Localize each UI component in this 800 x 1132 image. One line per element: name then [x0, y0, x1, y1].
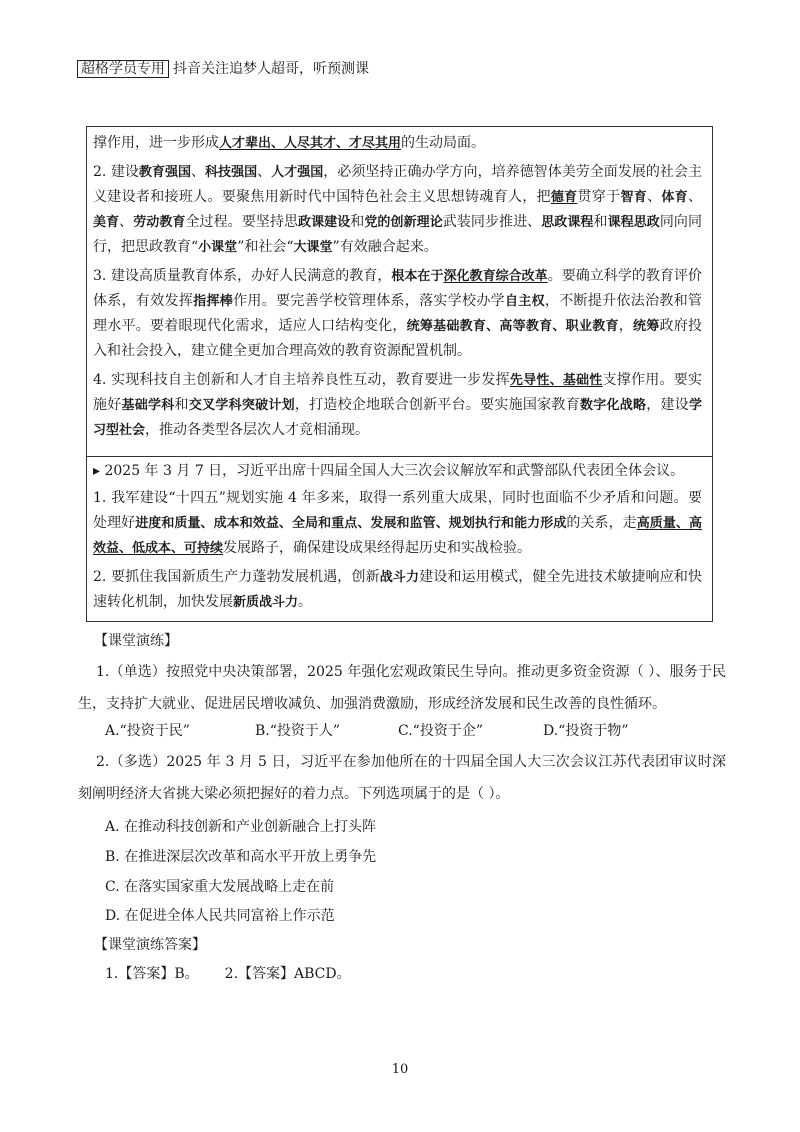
- q2-option-c: C. 在落实国家重大发展战略上走在前: [105, 879, 335, 895]
- answers-title: 【课堂演练答案】: [94, 937, 206, 953]
- answer-1: 1.【答案】B。: [105, 966, 199, 982]
- page-number: 10: [391, 1062, 409, 1077]
- answer-2: 2.【答案】ABCD。: [224, 966, 351, 982]
- answers-line: [105, 963, 351, 983]
- content-box-education: [86, 126, 713, 457]
- question-1: 1.（单选）按照党中央决策部署，2025 年强化宏观政策民生导向。推动更多资金资源（ ）、服务于民生，支持扩大就业、促进居民增收减负、加强消费激励，形成经济发展和民生改善的良性循环。: [78, 664, 726, 712]
- paragraph-3: 4. 实现科技自主创新和人才自主培养良性互动，教育要进一步发挥先导性、基础性支撑作用。要实施好基础学科和交叉学科突破计划，打造校企地联合创新平台。要实施国家教育数字化战略，建设学习型社会，推动各类型各层次人才竞相涌现。: [93, 372, 703, 438]
- header-tag: 超格学员专用: [77, 60, 169, 78]
- option-d: D.“投资于物”: [543, 723, 629, 739]
- question-1-options: [105, 720, 629, 740]
- practice-title: 【课堂演练】: [94, 633, 178, 649]
- box2-heading: ▸ 2025 年 3 月 7 日，习近平出席十四届全国人大三次会议解放军和武警部队代表团全体会议。: [93, 463, 685, 479]
- option-c: C.“投资于企”: [398, 723, 483, 739]
- box2-paragraph-2: 2. 要抓住我国新质生产力蓬勃发展机遇，创新战斗力建设和运用模式，健全先进技术敏捷响应和快速转化机制，加快发展新质战斗力。: [93, 569, 702, 610]
- page-header: [77, 58, 369, 80]
- paragraph-0: 撑作用，进一步形成人才辈出、人尽其才、才尽其用的生动局面。: [93, 135, 486, 151]
- box2-paragraph-1: 1. 我军建设“十四五”规划实施 4 年多来，取得一系列重大成果，同时也面临不少矛盾和问题。要处理好进度和质量、成本和效益、全局和重点、发展和监管、规划执行和能力形成的关系，走高质量、高效益、低成本、可持续发展路子，确保建设成果经得起历史和实战检验。: [93, 490, 702, 556]
- q2-option-a: A. 在推动科技创新和产业创新融合上打头阵: [105, 819, 377, 835]
- paragraph-2: 3. 建设高质量教育体系，办好人民满意的教育，根本在于深化教育综合改革。要确立科学的教育评价体系，有效发挥指挥棒作用。要完善学校管理体系，落实学校办学自主权，不断提升依法治教和管理水平。要着眼现代化需求，适应人口结构变化，统筹基础教育、高等教育、职业教育，统筹政府投入和社会投入，建立健全更加合理高效的教育资源配置机制。: [93, 268, 703, 359]
- q2-option-b: B. 在推进深层次改革和高水平开放上勇争先: [105, 849, 377, 865]
- option-b: B.“投资于人”: [255, 723, 341, 739]
- paragraph-1: 2. 建设教育强国、科技强国、人才强国，必须坚持正确办学方向，培养德智体美劳全面发展的社会主义建设者和接班人。要聚焦用新时代中国特色社会主义思想铸魂育人，把德育贯穿于智育、体育、美育、劳动教育全过程。要坚持思政课建设和党的创新理论武装同步推进、思政课程和课程思政同向同行，把思政教育“小课堂”和社会“大课堂”有效融合起来。: [93, 164, 702, 255]
- content-box-military: [86, 456, 713, 622]
- q2-option-d: D. 在促进全体人民共同富裕上作示范: [105, 908, 335, 924]
- option-a: A.“投资于民”: [105, 723, 190, 739]
- question-2: 2.（多选）2025 年 3 月 5 日，习近平在参加他所在的十四届全国人大三次会议江苏代表团审议时深刻阐明经济大省挑大梁必须把握好的着力点。下列选项属于的是（ ）。: [78, 754, 726, 802]
- header-text: 抖音关注追梦人超哥，听预测课: [173, 61, 369, 77]
